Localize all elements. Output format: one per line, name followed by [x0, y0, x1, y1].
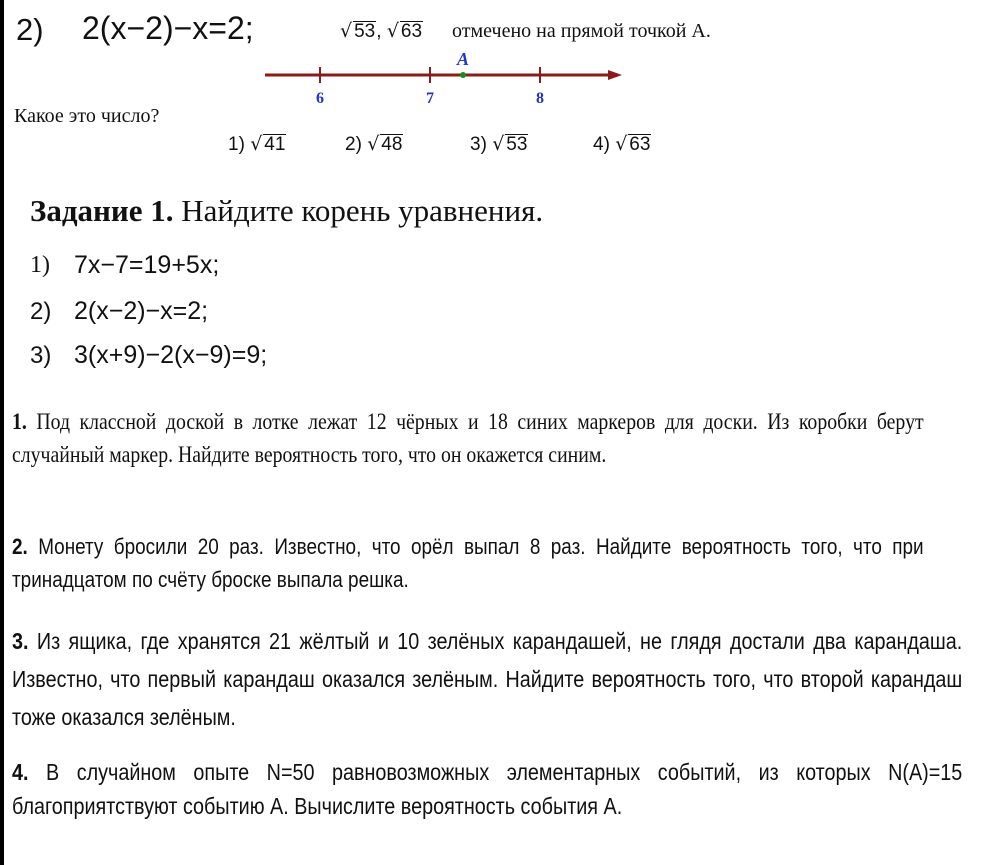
tick-label: 7 [426, 90, 434, 107]
left-border [0, 0, 4, 865]
option-3[interactable]: 3) √ 53 [470, 133, 528, 155]
root-2: 63 [400, 21, 423, 42]
tick-label: 8 [536, 90, 544, 107]
point-a [460, 72, 466, 78]
eq2-number: 2) [30, 298, 52, 325]
roots-given: √ 53, √ 63 [340, 20, 423, 42]
problem-4: 4. В случайном опыте N=50 равновозможных элементарных событий, из которых N(A)=15 благоприятствуют событию А. Вычислите вероятность события А. [12, 759, 963, 819]
option-1[interactable]: 1) √ 41 [228, 133, 286, 155]
axis-arrow-icon [608, 70, 622, 80]
question-text: Какое это число? [14, 105, 160, 127]
root-1: 53 [354, 21, 376, 42]
top-task-equation: 2(x−2)−x=2; [82, 10, 254, 46]
task1-heading [30, 193, 543, 229]
task1-title: Найдите корень уравнения. [181, 193, 544, 228]
point-a-label: A [457, 49, 470, 69]
problem-3: 3. Из ящика, где хранятся 21 жёлтый и 10 зелёных карандашей, не глядя достали два карандаша. Известно, что первый карандаш оказался зелёным. Найдите вероятность того, что второй карандаш тоже оказался зелёным. [12, 628, 963, 730]
tick-label: 6 [316, 90, 324, 107]
top-task-number: 2) [16, 12, 44, 47]
eq3-number: 3) [30, 342, 52, 369]
top-task-statement: отмечено на прямой точкой А. [452, 20, 711, 42]
option-2[interactable]: 2) √ 48 [345, 133, 403, 155]
eq2: 2(x−2)−x=2; [74, 297, 209, 325]
eq3: 3(x+9)−2(x−9)=9; [74, 341, 268, 369]
number-line [260, 48, 630, 108]
eq1-number: 1) [30, 252, 50, 278]
problem-1: 1. Под классной доской в лотке лежат 12 чёрных и 18 синих маркеров для доски. Из коробки берут случайный маркер. Найдите вероятность того, что он окажется синим. [12, 409, 924, 467]
option-4[interactable]: 4) √ 63 [593, 133, 651, 155]
eq1: 7x−7=19+5x; [74, 251, 220, 279]
task1-label: Задание 1. [30, 193, 174, 228]
problem-2: 2. Монету бросили 20 раз. Известно, что орёл выпал 8 раз. Найдите вероятность того, что при тринадцатом по счёту броске выпала решка. [12, 534, 924, 592]
